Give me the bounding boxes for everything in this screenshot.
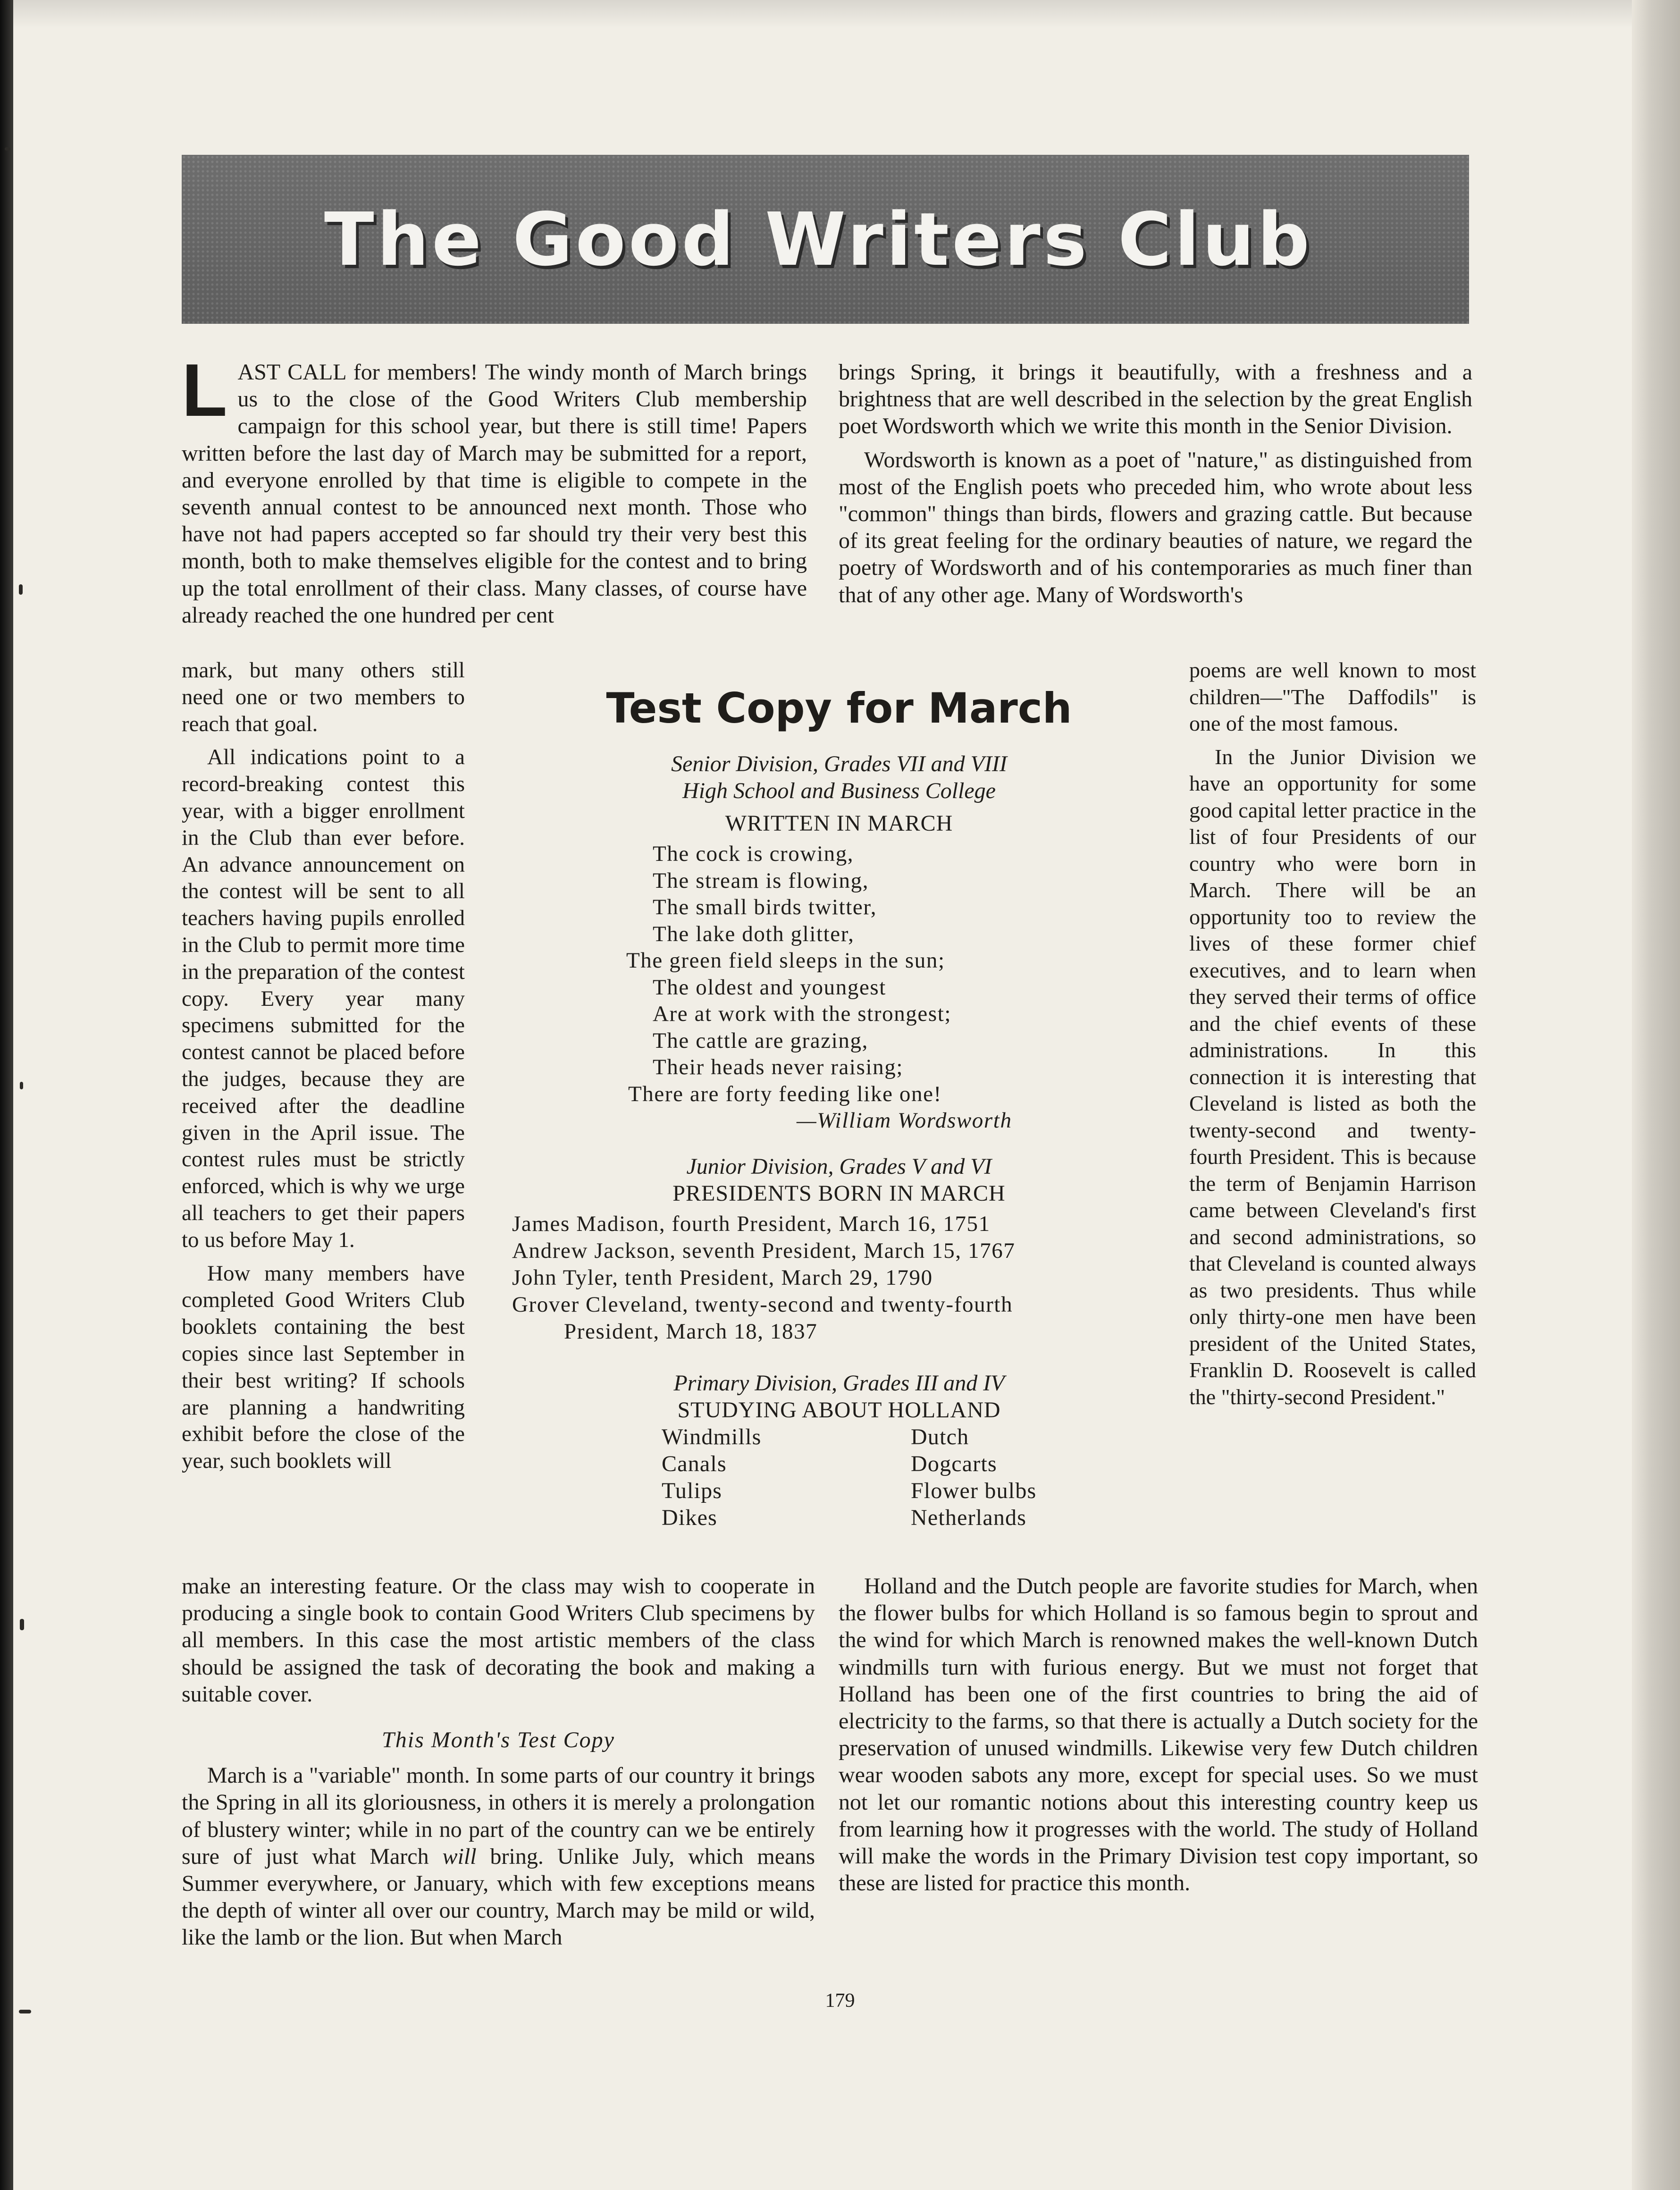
right-column-narrow (1189, 657, 1476, 1410)
poem-title: WRITTEN IN MARCH (725, 811, 953, 836)
margin-mark (20, 1619, 24, 1630)
poem-line: The cattle are grazing, (653, 1028, 868, 1053)
poem-line: Their heads never raising; (653, 1055, 903, 1079)
left-column-top (182, 349, 807, 629)
presidents-list (512, 1211, 1166, 1345)
test-copy-box (512, 680, 1166, 1555)
list-item: Dogcarts (911, 1451, 997, 1476)
poem-line: The green field sleeps in the sun; (626, 948, 945, 973)
list-item: James Madison, fourth President, March 16, 1751 (512, 1211, 991, 1236)
paragraph: All indications point to a record-breaking contest this year, with a bigger enrollment in the Club than ever before. An advance announcement on the contest will be sent to all teachers having pupils enrolled in the Club to permit more time in the preparation of the contest copy. Every year many specimens submitted for the contest cannot be placed before the judges, because they are received after the deadline given in the April issue. The contest rules must be strictly enforced, which is why we urge all teachers to get their papers to us before May 1. (182, 745, 465, 1252)
page-title: The Good Writers Club (324, 196, 1313, 282)
margin-mark (5, 147, 10, 151)
list-item: Canals (662, 1451, 727, 1476)
drop-cap: L (182, 349, 227, 432)
list-item: Dutch (911, 1424, 969, 1449)
paragraph: How many members have completed Good Writers Club booklets containing the best copies since last September in their best writing? If schools are planning a handwriting exhibit before the close of the year, such booklets will (182, 1261, 465, 1474)
left-column-bottom (182, 1573, 815, 1951)
poem-line: The cock is crowing, (653, 842, 854, 866)
senior-division-heading: Senior Division, Grades VII and VIII (671, 751, 1007, 776)
paragraph: brings Spring, it brings it beautifully, with a freshness and a brightness that are well described in the selection by the great English poet Wordsworth which we write this month in the Senior Division. (839, 360, 1472, 439)
holland-list-title: STUDYING ABOUT HOLLAND (677, 1397, 1001, 1423)
right-column-top (839, 359, 1472, 608)
paragraph: Wordsworth is known as a poet of "nature," as distinguished from most of the English poets who preceded him, who wrote about less "common" things than birds, flowers and grazing cattle. But because of its great feeling for the ordinary beauties of nature, we regard the poetry of Wordsworth and of his contemporaries as much finer than that of any other age. Many of Wordsworth's (839, 447, 1472, 607)
top-shadow (13, 0, 1632, 28)
paragraph: Holland and the Dutch people are favorite studies for March, when the flower bulbs for which Holland is so famous begin to sprout and the wind for which March is renowned makes the well-known Dutch windmills turn with furious energy. But we must not forget that Holland has been one of the first countries to bring the aid of electricity to the farms, so that there is actually a Dutch society for the preservation of unused windmills. Likewise very few Dutch children wear wooden sabots any more, except for special uses. So we must not let our romantic notions about this interesting country keep us from learning how it progresses with the world. The study of Holland will make the words in the Primary Division test copy important, so these are listed for practice this month. (839, 1574, 1478, 1896)
margin-mark (19, 584, 23, 595)
holland-word-list (662, 1424, 1166, 1531)
primary-division-heading: Primary Division, Grades III and IV (673, 1370, 1005, 1396)
junior-division-heading: Junior Division, Grades V and VI (686, 1154, 992, 1179)
poem-line: The stream is flowing, (653, 868, 869, 893)
margin-mark (20, 1082, 23, 1089)
list-item: Andrew Jackson, seventh President, March 15, 1767 (512, 1238, 1016, 1263)
paragraph: March is a "variable" month. In some parts of our country it brings the Spring in all its gloriousness, in others it is merely a prolongation of blustery winter; while in no part of the country can we be entirely sure of just what March will bring. Unlike July, which means Summer everywhere, or January, which with few exceptions means the depth of winter all over our country, March may be mild or wild, like the lamb or the lion. But when March (182, 1763, 815, 1950)
list-item: Dikes (662, 1505, 717, 1530)
list-item: Windmills (662, 1424, 762, 1449)
poem (626, 841, 1166, 1134)
right-column-bottom (839, 1573, 1478, 1896)
list-item: Tulips (662, 1478, 722, 1503)
book-spine-shadow (0, 0, 13, 2190)
list-item: President, March 18, 1837 (564, 1319, 818, 1344)
poem-line: The oldest and youngest (653, 975, 886, 1000)
title-banner (182, 155, 1469, 324)
margin-mark (19, 2010, 31, 2013)
list-item: Flower bulbs (911, 1478, 1037, 1503)
paragraph: poems are well known to most children—"The Daffodils" is one of the most famous. (1189, 658, 1476, 735)
poem-line: There are forty feeding like one! (628, 1081, 942, 1106)
list-item: Netherlands (911, 1505, 1027, 1530)
left-column-narrow (182, 657, 465, 1474)
poem-line: The small birds twitter, (653, 895, 877, 919)
paragraph: In the Junior Division we have an opportunity for some good capital letter practice in the list of four Presidents of our country who were born in March. There will be an opportunity too to review the lives of these former chief executives, and to learn when they served their terms of office and the chief events of these administrations. In this connection it is interesting that Cleveland is listed as both the twenty-second and twenty-fourth President. This is because the term of Benjamin Harrison came between Cleveland's first and second administrations, so that Cleveland is counted always as two presidents. Thus while only thirty-one men have been president of the United States, Franklin D. Roosevelt is called the "thirty-second President." (1189, 744, 1476, 1409)
subheading-this-months-test-copy: This Month's Test Copy (382, 1727, 615, 1753)
page-edge (1632, 0, 1680, 2190)
poem-author: —William Wordsworth (797, 1108, 1012, 1133)
page-number: 179 (825, 1990, 855, 2012)
list-item: John Tyler, tenth President, March 29, 1790 (512, 1265, 933, 1290)
paragraph: make an interesting feature. Or the class may wish to cooperate in producing a single book to contain Good Writers Club specimens by all members. In this case the most artistic members of the class should be assigned the task of decorating the book and making a suitable cover. (182, 1574, 815, 1707)
senior-division-subheading: High School and Business College (682, 778, 996, 803)
paragraph: mark, but many others still need one or two members to reach that goal. (182, 658, 465, 736)
intro-paragraph: LAST CALL for members! The windy month of March brings us to the close of the Good Writers Club membership campaign for this school year, but there is still time! Papers written before the last day of March may be submitted for a report, and everyone enrolled by that time is eligible to compete in the seventh annual contest to be announced next month. Those who have not had papers accepted so far should try their very best this month, both to make themselves eligible for the contest and to bring up the total enrollment of their class. Many classes, of course have already reached the one hundred per cent (182, 349, 807, 628)
poem-line: The lake doth glitter, (653, 921, 855, 946)
list-item: Grover Cleveland, twenty-second and twenty-fourth (512, 1292, 1013, 1317)
presidents-list-title: PRESIDENTS BORN IN MARCH (672, 1180, 1006, 1206)
poem-line: Are at work with the strongest; (653, 1002, 952, 1026)
test-copy-title: Test Copy for March (606, 684, 1072, 733)
